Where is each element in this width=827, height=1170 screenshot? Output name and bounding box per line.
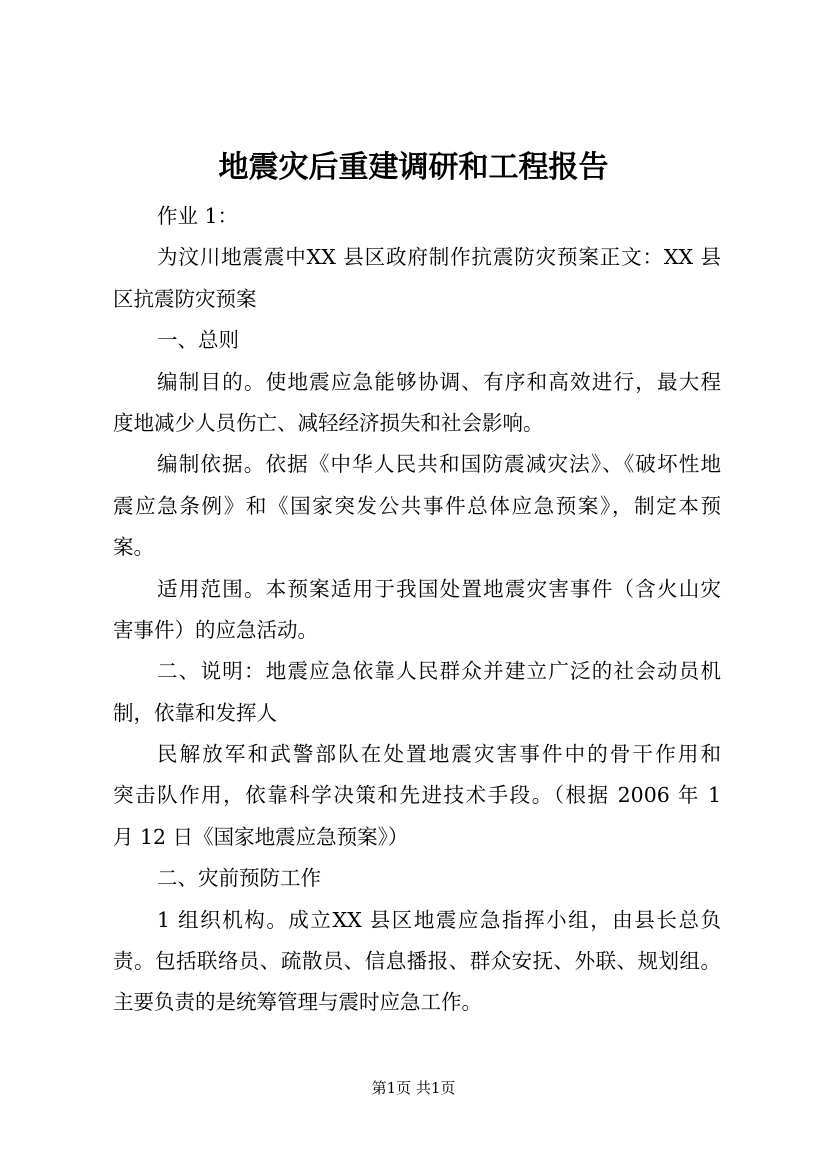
paragraph-organization <box>113 900 721 1024</box>
body-line: 制，依靠和发挥人 <box>113 700 277 725</box>
body-line: 1 组织机构。成立XX 县区地震应急指挥小组，由县长总负 <box>157 907 721 932</box>
paragraph-heading-general <box>113 320 721 361</box>
body-line: 害事件）的应急活动。 <box>113 617 318 642</box>
body-line: 月 12 日《国家地震应急预案》） <box>113 824 409 849</box>
body-line: 区抗震防灾预案 <box>113 286 257 311</box>
page-number-footer: 第1页 共1页 <box>371 1079 456 1097</box>
body-line: 编制目的。使地震应急能够协调、有序和高效进行，最大程 <box>157 369 721 394</box>
body-line: 作业 1： <box>157 204 239 228</box>
paragraph-basis <box>113 444 721 568</box>
paragraph-purpose <box>113 362 721 445</box>
document-body <box>113 196 721 1024</box>
body-line: 主要负责的是统筹管理与震时应急工作。 <box>113 990 482 1015</box>
body-line: 度地减少人员伤亡、减轻经济损失和社会影响。 <box>113 410 544 435</box>
section-heading: 一、总则 <box>157 328 239 353</box>
body-line: 震应急条例》和《国家突发公共事件总体应急预案》，制定本预 <box>113 493 721 518</box>
body-line: 突击队作用，依靠科学决策和先进技术手段。（根据 2006 年 1 <box>113 783 721 808</box>
paragraph-intro <box>113 237 721 320</box>
body-line: 编制依据。依据《中华人民共和国防震减灾法》、《破坏性地 <box>157 452 721 477</box>
body-line: 责。包括联络员、疏散员、信息播报、群众安抚、外联、规划组。 <box>113 949 721 974</box>
paragraph-scope <box>113 569 721 652</box>
paragraph-explanation <box>113 651 721 734</box>
paragraph-heading-prevention <box>113 858 721 899</box>
body-line: 二、说明：地震应急依靠人民群众并建立广泛的社会动员机 <box>157 659 721 684</box>
section-heading: 二、灾前预防工作 <box>157 866 321 891</box>
body-line: 案。 <box>113 535 154 560</box>
body-line: 民解放军和武警部队在处置地震灾害事件中的骨干作用和 <box>157 742 721 767</box>
document-title: 地震灾后重建调研和工程报告 <box>218 150 609 185</box>
body-line: 为汶川地震震中XX 县区政府制作抗震防灾预案正文：XX 县 <box>157 245 721 270</box>
paragraph-army-role <box>113 734 721 858</box>
body-line: 适用范围。本预案适用于我国处置地震灾害事件（含火山灾 <box>157 576 721 601</box>
paragraph-assignment <box>113 196 721 237</box>
